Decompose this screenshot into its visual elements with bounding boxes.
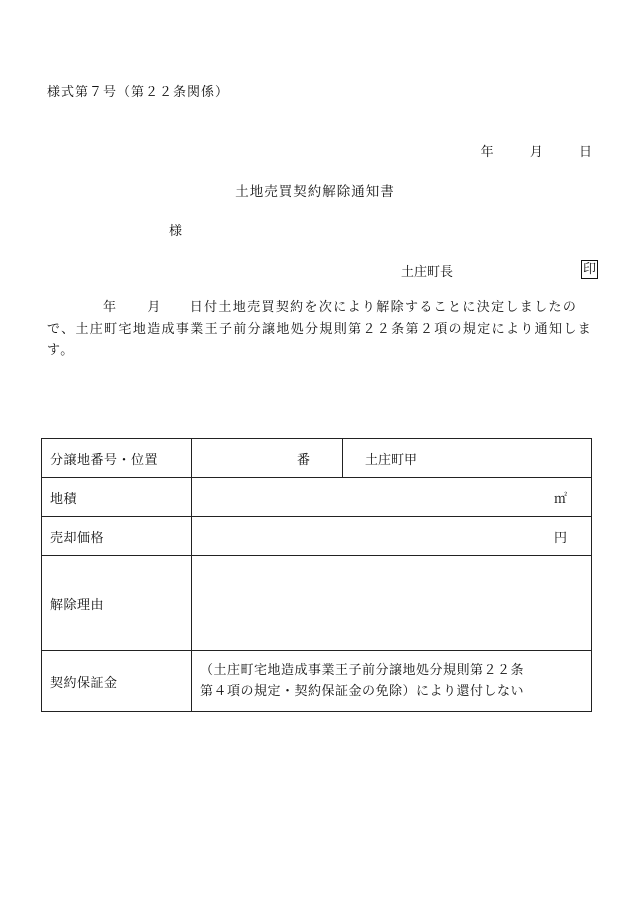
- deposit-line-2: 第４項の規定・契約保証金の免除）により還付しない: [200, 684, 525, 699]
- details-table: [41, 438, 592, 712]
- body-year-label: 年: [103, 300, 118, 315]
- lot-suffix: 番: [296, 452, 310, 468]
- table-row: [42, 651, 592, 712]
- lot-label: 分譲地番号・位置: [42, 439, 192, 478]
- date-line: [481, 141, 592, 160]
- date-day-label: 日: [578, 145, 592, 160]
- lot-number-cell: [192, 439, 343, 478]
- body-paragraph: [47, 297, 595, 362]
- price-label: 売却価格: [42, 517, 192, 556]
- date-month-label: 月: [529, 145, 543, 160]
- date-year-label: 年: [480, 145, 494, 160]
- table-row: [42, 478, 592, 517]
- sender-name: 土庄町長: [401, 265, 454, 280]
- table-row: [42, 439, 592, 478]
- form-number: 様式第７号（第２２条関係）: [47, 85, 230, 100]
- table-row: [42, 517, 592, 556]
- deposit-value: [192, 651, 592, 712]
- deposit-line-1: （土庄町宅地造成事業王子前分譲地処分規則第２２条: [200, 663, 525, 678]
- table-row: [42, 556, 592, 651]
- area-label: 地積: [42, 478, 192, 517]
- body-text: 日付土地売買契約を次により解除することに決定しましたので、土庄町宅地造成事業王子前分譲地処分規則第２２条第２項の規定により通知します。: [47, 300, 593, 358]
- location-cell: 土庄町甲: [343, 439, 592, 478]
- body-month-label: 月: [147, 300, 162, 315]
- recipient-suffix: 様: [169, 224, 183, 239]
- seal-mark: 印: [583, 262, 597, 277]
- price-unit: 円: [192, 517, 592, 556]
- deposit-label: 契約保証金: [42, 651, 192, 712]
- document-title: 土地売買契約解除通知書: [235, 184, 395, 200]
- reason-value: [192, 556, 592, 651]
- reason-label: 解除理由: [42, 556, 192, 651]
- area-unit: ㎡: [192, 478, 592, 517]
